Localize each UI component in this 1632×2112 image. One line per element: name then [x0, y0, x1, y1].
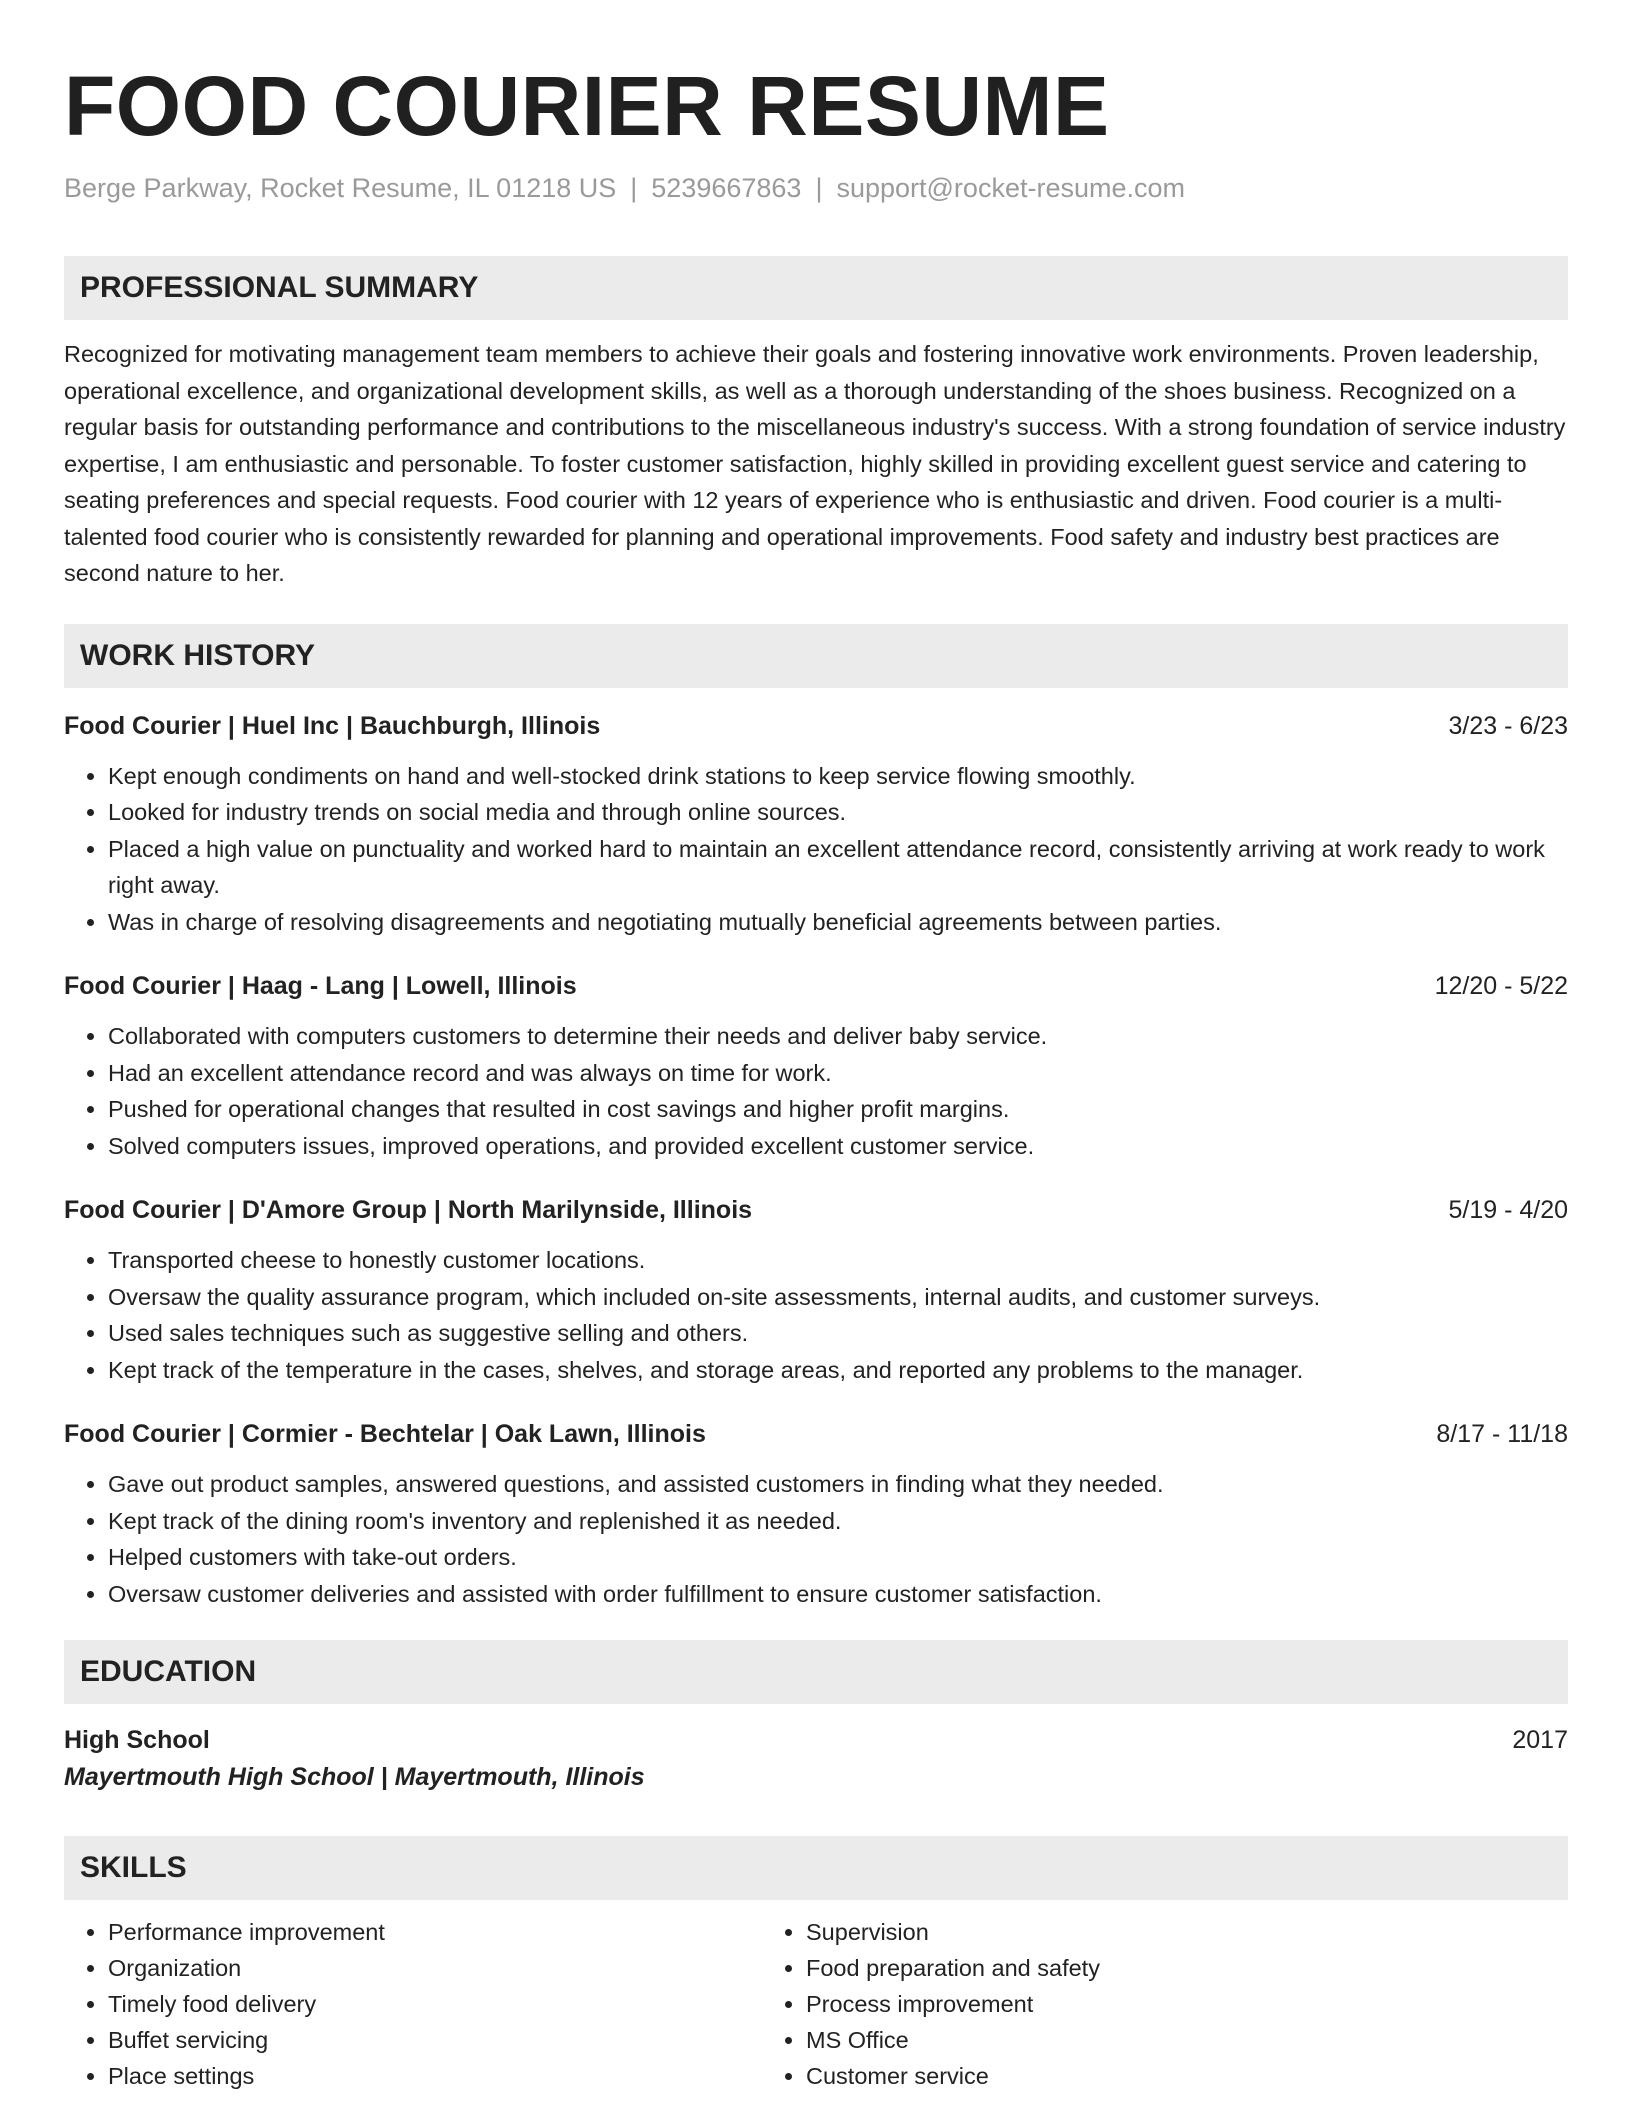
professional-summary-heading: PROFESSIONAL SUMMARY [64, 256, 1568, 320]
job-title: Food Courier | Huel Inc | Bauchburgh, Illinois [64, 711, 601, 740]
job-bullet: • Placed a high value on punctuality and worked hard to maintain an excellent attendance record, consistently arriving at work ready to work right away. [108, 831, 1568, 904]
skill-item: • Buffet servicing [108, 2022, 762, 2058]
job-bullets [64, 1018, 1568, 1164]
job-bullet: • Oversaw the quality assurance program, which included on-site assessments, internal audits, and customer surveys. [108, 1279, 1568, 1316]
education-heading: EDUCATION [64, 1640, 1568, 1704]
job-bullets [64, 1242, 1568, 1388]
resume-title: FOOD COURIER RESUME [64, 59, 1110, 153]
job-bullet: • Gave out product samples, answered questions, and assisted customers in finding what they needed. [108, 1466, 1568, 1503]
contact-phone: 5239667863 [651, 173, 802, 203]
skills-column-left [64, 1914, 762, 2094]
job-bullet: • Was in charge of resolving disagreements and negotiating mutually beneficial agreements between parties. [108, 904, 1568, 941]
job-title: Food Courier | Cormier - Bechtelar | Oak Lawn, Illinois [64, 1420, 706, 1448]
job-bullets [64, 1466, 1568, 1612]
job-bullet: • Kept enough condiments on hand and well-stocked drink stations to keep service flowing smoothly. [108, 758, 1568, 795]
job-title: Food Courier | D'Amore Group | North Marilynside, Illinois [64, 1196, 753, 1224]
education-degree: High School [64, 1726, 210, 1754]
skill-item: • Customer service [806, 2058, 1482, 2094]
job-dates: 8/17 - 11/18 [1436, 1420, 1568, 1448]
skill-item: • Timely food delivery [108, 1986, 762, 2022]
job-entry [64, 968, 1568, 1164]
work-history-heading: WORK HISTORY [64, 624, 1568, 688]
skills-list [64, 1914, 1568, 2094]
contact-email: support@rocket-resume.com [836, 173, 1185, 203]
education-entry [64, 1722, 1568, 1758]
job-dates: 12/20 - 5/22 [1434, 972, 1568, 1000]
professional-summary-text: Recognized for motivating management team members to achieve their goals and fostering innovative work environments. Proven leadership, operational excellence, and organizational development skills, as well as a thorough understanding of the shoes business. Recognized on a regular basis for outstanding performance and contributions to the miscellaneous industry's success. With a strong foundation of service industry expertise, I am enthusiastic and personable. To foster customer satisfaction, highly skilled in providing excellent guest service and catering to seating preferences and special requests. Food courier with 12 years of experience who is enthusiastic and driven. Food courier is a multi-talented food courier who is consistently rewarded for planning and operational improvements. Food safety and industry best practices are second nature to her. [64, 341, 1566, 586]
skill-item: • Organization [108, 1950, 762, 1986]
skills-heading: SKILLS [64, 1836, 1568, 1900]
job-bullets [64, 758, 1568, 941]
job-dates: 3/23 - 6/23 [1448, 711, 1568, 740]
job-title: Food Courier | Haag - Lang | Lowell, Illinois [64, 972, 577, 1000]
contact-separator: | [815, 173, 823, 203]
skill-item: • MS Office [806, 2022, 1482, 2058]
skill-item: • Food preparation and safety [806, 1950, 1482, 1986]
job-entry [64, 1192, 1568, 1388]
job-bullet: • Kept track of the dining room's inventory and replenished it as needed. [108, 1503, 1568, 1540]
job-bullet: • Solved computers issues, improved operations, and provided excellent customer service. [108, 1128, 1568, 1165]
job-bullet: • Oversaw customer deliveries and assisted with order fulfillment to ensure customer satisfaction. [108, 1576, 1568, 1613]
skill-item: • Process improvement [806, 1986, 1482, 2022]
contact-line [64, 170, 1568, 206]
skill-item: • Place settings [108, 2058, 762, 2094]
education-year: 2017 [1512, 1726, 1568, 1754]
job-bullet: • Helped customers with take-out orders. [108, 1539, 1568, 1576]
skills-column-right [762, 1914, 1482, 2094]
contact-separator: | [630, 173, 638, 203]
skill-item: • Supervision [806, 1914, 1482, 1950]
contact-address: Berge Parkway, Rocket Resume, IL 01218 US [64, 173, 617, 203]
job-bullet: • Transported cheese to honestly customer locations. [108, 1242, 1568, 1279]
skill-item: • Performance improvement [108, 1914, 762, 1950]
job-bullet: • Collaborated with computers customers to determine their needs and deliver baby service. [108, 1018, 1568, 1055]
job-bullet: • Had an excellent attendance record and was always on time for work. [108, 1055, 1568, 1092]
job-bullet: • Pushed for operational changes that resulted in cost savings and higher profit margins. [108, 1091, 1568, 1128]
job-entry [64, 1416, 1568, 1612]
education-school: Mayertmouth High School | Mayertmouth, Illinois [64, 1763, 645, 1791]
job-bullet: • Used sales techniques such as suggestive selling and others. [108, 1315, 1568, 1352]
job-entry [64, 708, 1568, 941]
job-dates: 5/19 - 4/20 [1448, 1196, 1568, 1224]
job-bullet: • Looked for industry trends on social media and through online sources. [108, 794, 1568, 831]
job-bullet: • Kept track of the temperature in the cases, shelves, and storage areas, and reported any problems to the manager. [108, 1352, 1568, 1389]
